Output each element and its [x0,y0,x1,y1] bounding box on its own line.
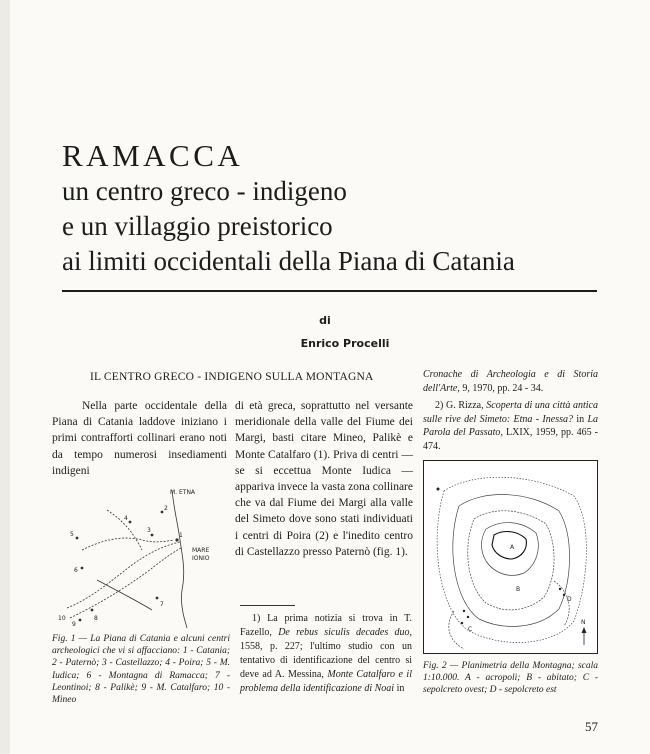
label-b: B [516,586,521,593]
river-dittaino [82,538,174,550]
label-site-4: 4 [124,515,128,522]
footnote-2-title: Scoperta di una città antica sulle rive del Simeto: Etna - Inessa? [423,400,598,425]
label-d: D [567,596,572,603]
footnote-2-in: in [572,413,588,425]
figure-1-map-drawing [52,480,227,630]
sepulcher-dot [467,616,469,618]
sepulcher-dot [463,610,465,612]
sepulcher-dot [563,594,565,596]
label-site-7: 7 [160,601,164,608]
contour-sw [449,611,464,649]
sepulcher-dot [559,588,561,590]
label-site-5: 5 [70,531,74,538]
article-title [62,138,622,279]
site-marker [81,567,84,570]
river-margi [70,548,181,618]
label-etna: M. ETNA [170,489,196,496]
body-column-2: di età greca, soprattutto nel versante meridionale della valle del Fiume dei Margi, basti citare Mineo, Palikè e Monte Catalfaro (1). Priva di centri — se si eccettua Monte Iudica — appariva invece la vasta zona collinare che va dal Fiume dei Margi alla valle del Simeto dove sono stati individuati i centri di Poira (2) e l'inedito centro di Castellazzo presso Paternò (fig. 1). [235,400,413,558]
sepulcher-dot [437,488,440,491]
title-line-2: un centro greco - indigeno [62,176,347,206]
label-site-3: 3 [147,527,151,534]
site-marker [129,521,132,524]
river-simeto [67,542,180,608]
site-marker [79,619,82,622]
label-site-10: 10 [58,615,66,622]
title-main: RAMACCA [62,138,244,173]
footnote-1-text-a: 1) La prima notizia si trova in T. Fazello, [240,613,412,638]
sepulcher-dot [461,622,463,624]
footnote-2-ref: , LXIX, 1959, pp. 465 - 474. [423,427,598,452]
byline-di: di [319,314,331,327]
footnote-1-text-e: in [394,683,405,694]
footnotes-column-3 [423,368,598,453]
river-south [97,580,152,610]
site-marker [156,597,159,600]
site-marker [151,534,154,537]
title-line-3: e un villaggio preistorico [62,211,333,241]
label-ionio: IONIO [192,555,210,562]
footnote-2-author: 2) G. Rizza, [435,400,487,411]
label-a: A [510,544,515,551]
footnote-rule [240,605,295,606]
figure-1-caption: Fig. 1 — La Piana di Catania e alcuni centri archeologici che vi si affacciano: 1 - Catania; 2 - Paternò; 3 - Castellazzo; 4 - Poira; 5 - M. Iudica; 6 - Montagna di Ramacca; 7 - Leontinoi; 8 - Palikè; 9 - M. Catalfaro; 10 - Mineo [52,634,230,706]
figure-2-map-drawing [424,461,597,653]
label-c: C [468,626,473,633]
page-edge [0,0,10,754]
coastline [172,490,187,628]
contour-3 [468,511,554,610]
contour-2 [453,495,570,627]
body-column-1: Nella parte occidentale della Piana di Catania laddove iniziano i primi contrafforti collinari erano noti da tempo numerosi insediamenti indigeni [52,400,227,477]
north-arrow [581,619,587,645]
north-label: N [581,619,586,626]
title-rule [62,290,597,292]
site-marker [76,537,79,540]
page-number: 57 [585,719,598,734]
footnote-1-article-title: Monte Catalfaro e il problema della identificazione di Noai [240,669,412,694]
title-line-4: ai limiti occidentali della Piana di Catania [62,246,515,276]
site-marker [161,511,164,514]
figure-2-caption: Fig. 2 — Planimetria della Montagna; scala 1:10.000. A - acropoli; B - abitato; C - sepolcreto ovest; D - sepolcreto est [423,661,598,696]
section-heading: IL CENTRO GRECO - INDIGENO SULLA MONTAGNA [90,371,374,383]
footnote-1 [240,612,412,696]
footnote-1-text-c: , 1558, p. 227; l'ultimo studio con un tentativo di identificazione del centro si deve ad A. Messina, [240,627,413,680]
label-mare: MARE [192,547,210,554]
label-site-8: 8 [94,615,98,622]
footnote-1-journal: Cronache di Archeologia e di Storia dell'Arte [423,369,598,394]
label-site-6: 6 [74,567,78,574]
footnote-1-journal-ref: , 9, 1970, pp. 24 - 34. [457,382,544,394]
footnote-1-title: De rebus siculis decades duo [278,627,410,638]
label-site-1: 1 [179,532,183,539]
footnote-2-journal: La Parola del Passato [423,413,598,438]
label-site-2: 2 [164,505,168,512]
author-name: Enrico Procelli [300,337,390,350]
label-site-9: 9 [72,621,76,628]
figure-2-map [423,460,598,654]
site-marker [91,609,94,612]
contour-outer [437,477,586,642]
figure-1-map [52,480,227,630]
